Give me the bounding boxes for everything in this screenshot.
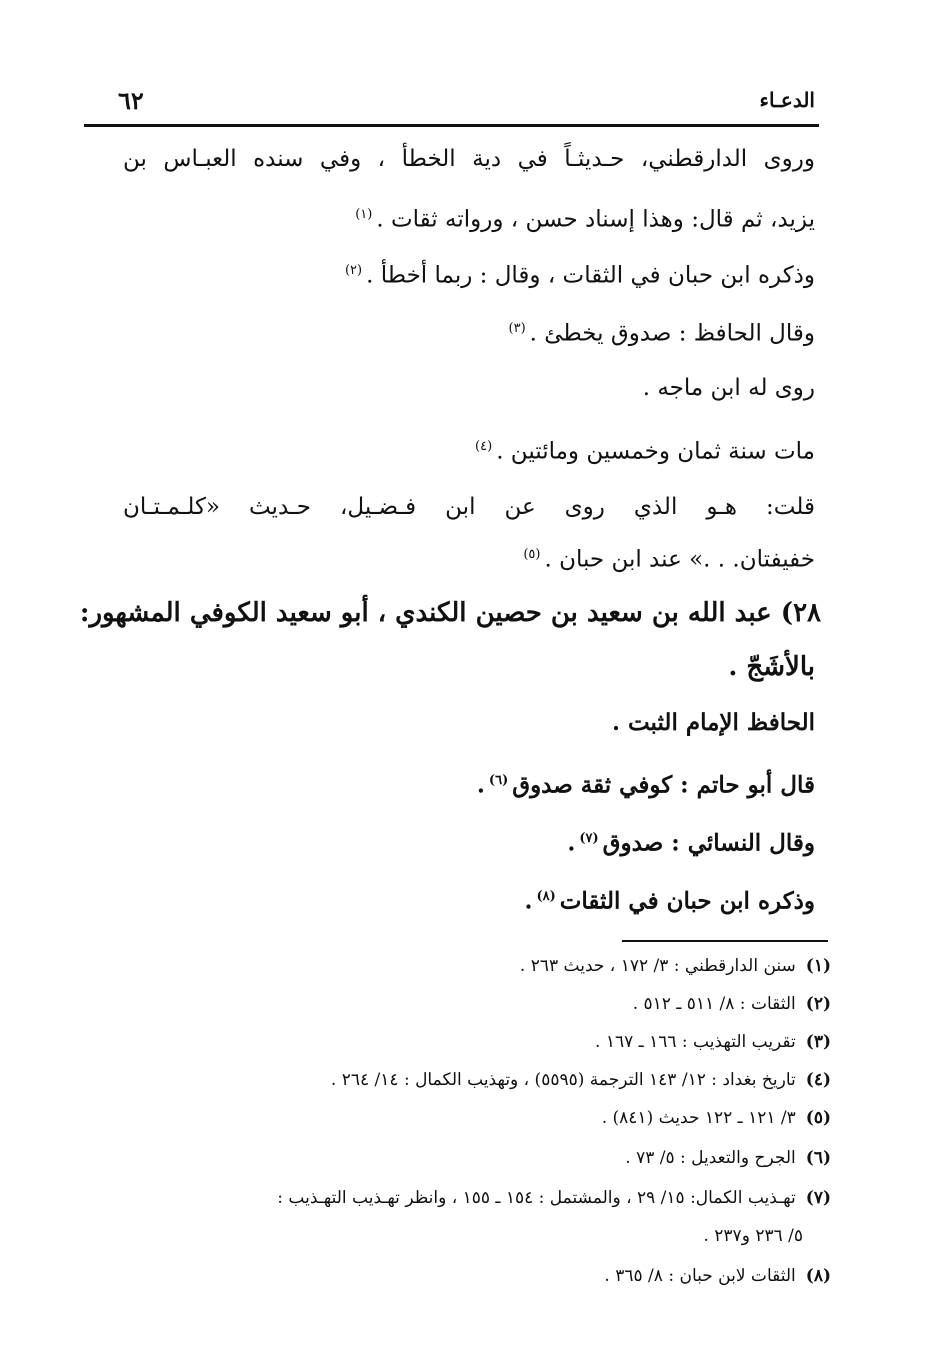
footnote-text: سنن الدارقطني : ٣/ ١٧٢ ، حديث ٢٦٣ . (519, 956, 796, 976)
body-line-text: روى له ابن ماجه . (642, 375, 815, 401)
entry-line-1 (612, 706, 815, 740)
footnote-number: (٨) (805, 1266, 831, 1286)
footnote-number: (٧) (805, 1188, 831, 1208)
footnote-number: (٥) (805, 1108, 831, 1128)
period: . (524, 887, 533, 915)
footnote-ref: (٤) (475, 439, 493, 454)
entry-line-text: وقال النسائي : صدوق (602, 829, 815, 857)
body-line-5 (643, 371, 815, 405)
footnote-ref: (٥) (523, 547, 541, 562)
body-line-text: خفيفتان. . .» عند ابن حبان . (544, 546, 815, 573)
footnote-number: (١) (805, 956, 831, 976)
body-line-7 (123, 490, 815, 524)
page-number: ٦٢ (118, 86, 144, 115)
footnote-text: ٥/ ٢٣٦ و٢٣٧ . (703, 1226, 803, 1246)
footnote-ref: (٣) (508, 321, 526, 336)
body-line-3 (341, 254, 815, 293)
body-line-text: وقال الحافظ : صدوق يخطئ . (529, 320, 815, 347)
footnote-text: الجرح والتعديل : ٥/ ٧٣ . (625, 1148, 796, 1168)
entry-name: عبد الله بن سعيد بن حصين الكندي ، أبو سعيد الكوفي المشهور: (79, 598, 772, 628)
footnote-text: ٣/ ١٢١ ـ ١٢٢ حديث (٨٤١) . (601, 1108, 796, 1128)
footnote-number: (٣) (805, 1032, 831, 1052)
body-line-4 (505, 312, 816, 351)
footnote-ref: (٦) (488, 773, 509, 788)
footnote-text: تقريب التهذيب : ١٦٦ ـ ١٦٧ . (595, 1032, 796, 1052)
body-line-text: مات سنة ثمان وخمسين ومائتين . (496, 438, 815, 465)
footnote-7 (277, 1184, 831, 1212)
period: . (476, 771, 485, 799)
footnote-number: (٤) (805, 1070, 831, 1090)
entry-number: ٢٨) (780, 598, 821, 628)
footnote-ref: (٧) (579, 831, 599, 846)
body-line-2 (351, 198, 815, 237)
footnote-number: (٢) (805, 994, 831, 1014)
body-line-text: قلت: هـو الذي روى عن ابن فـضـيل، حـديث «كلـمـتـان (123, 494, 815, 520)
entry-nickname: بالأشَجّ . (728, 652, 815, 682)
entry-line-2 (477, 764, 815, 803)
body-line-text: وروى الدارقطني، حـديثـاً في دية الخطأ ، وفي سنده العبـاس بن (123, 146, 815, 172)
running-title: الدعـاء (759, 88, 815, 112)
footnote-2 (633, 990, 831, 1018)
entry-heading-cont (728, 650, 815, 684)
entry-line-4 (524, 880, 815, 919)
footnote-separator (622, 940, 828, 942)
entry-line-text: قال أبو حاتم : كوفي ثقة صدوق (512, 771, 815, 799)
entry-line-3 (567, 822, 815, 861)
footnote-1 (520, 952, 831, 980)
footnote-ref: (١) (355, 207, 373, 222)
body-line-8 (519, 538, 815, 577)
entry-line-text: الحافظ الإمام الثبت . (611, 709, 815, 736)
footnote-number: (٦) (805, 1148, 831, 1168)
footnote-text: تهـذيب الكمال: ١٥/ ٢٩ ، والمشتمل : ١٥٤ ـ ١٥٥ ، وانظر تهـذيب التهـذيب : (277, 1188, 796, 1208)
body-line-text: وذكره ابن حبان في الثقات ، وقال : ربما أخطأ . (366, 262, 815, 289)
footnote-5 (602, 1104, 831, 1132)
footnote-6 (625, 1144, 831, 1172)
footnote-ref: (٢) (344, 263, 363, 278)
footnote-text: الثقات لابن حبان : ٨/ ٣٦٥ . (604, 1266, 796, 1286)
entry-heading (79, 596, 821, 630)
footnote-ref: (٨) (536, 889, 556, 904)
body-line-6 (471, 430, 815, 469)
body-line-1 (123, 142, 815, 176)
footnote-8 (604, 1262, 831, 1290)
entry-line-text: وذكره ابن حبان في الثقات (559, 887, 815, 915)
body-line-text: يزيد، ثم قال: وهذا إسناد حسن ، ورواته ثقات . (376, 206, 815, 233)
header-rule (84, 124, 819, 127)
footnote-7-continuation (703, 1222, 803, 1250)
footnote-3 (595, 1028, 831, 1056)
footnote-text: الثقات : ٨/ ٥١١ ـ ٥١٢ . (632, 994, 796, 1014)
period: . (567, 829, 576, 857)
footnote-4 (331, 1066, 831, 1094)
footnote-text: تاريخ بغداد : ١٢/ ١٤٣ الترجمة (٥٥٩٥) ، وتهذيب الكمال : ١٤/ ٢٦٤ . (330, 1070, 796, 1090)
